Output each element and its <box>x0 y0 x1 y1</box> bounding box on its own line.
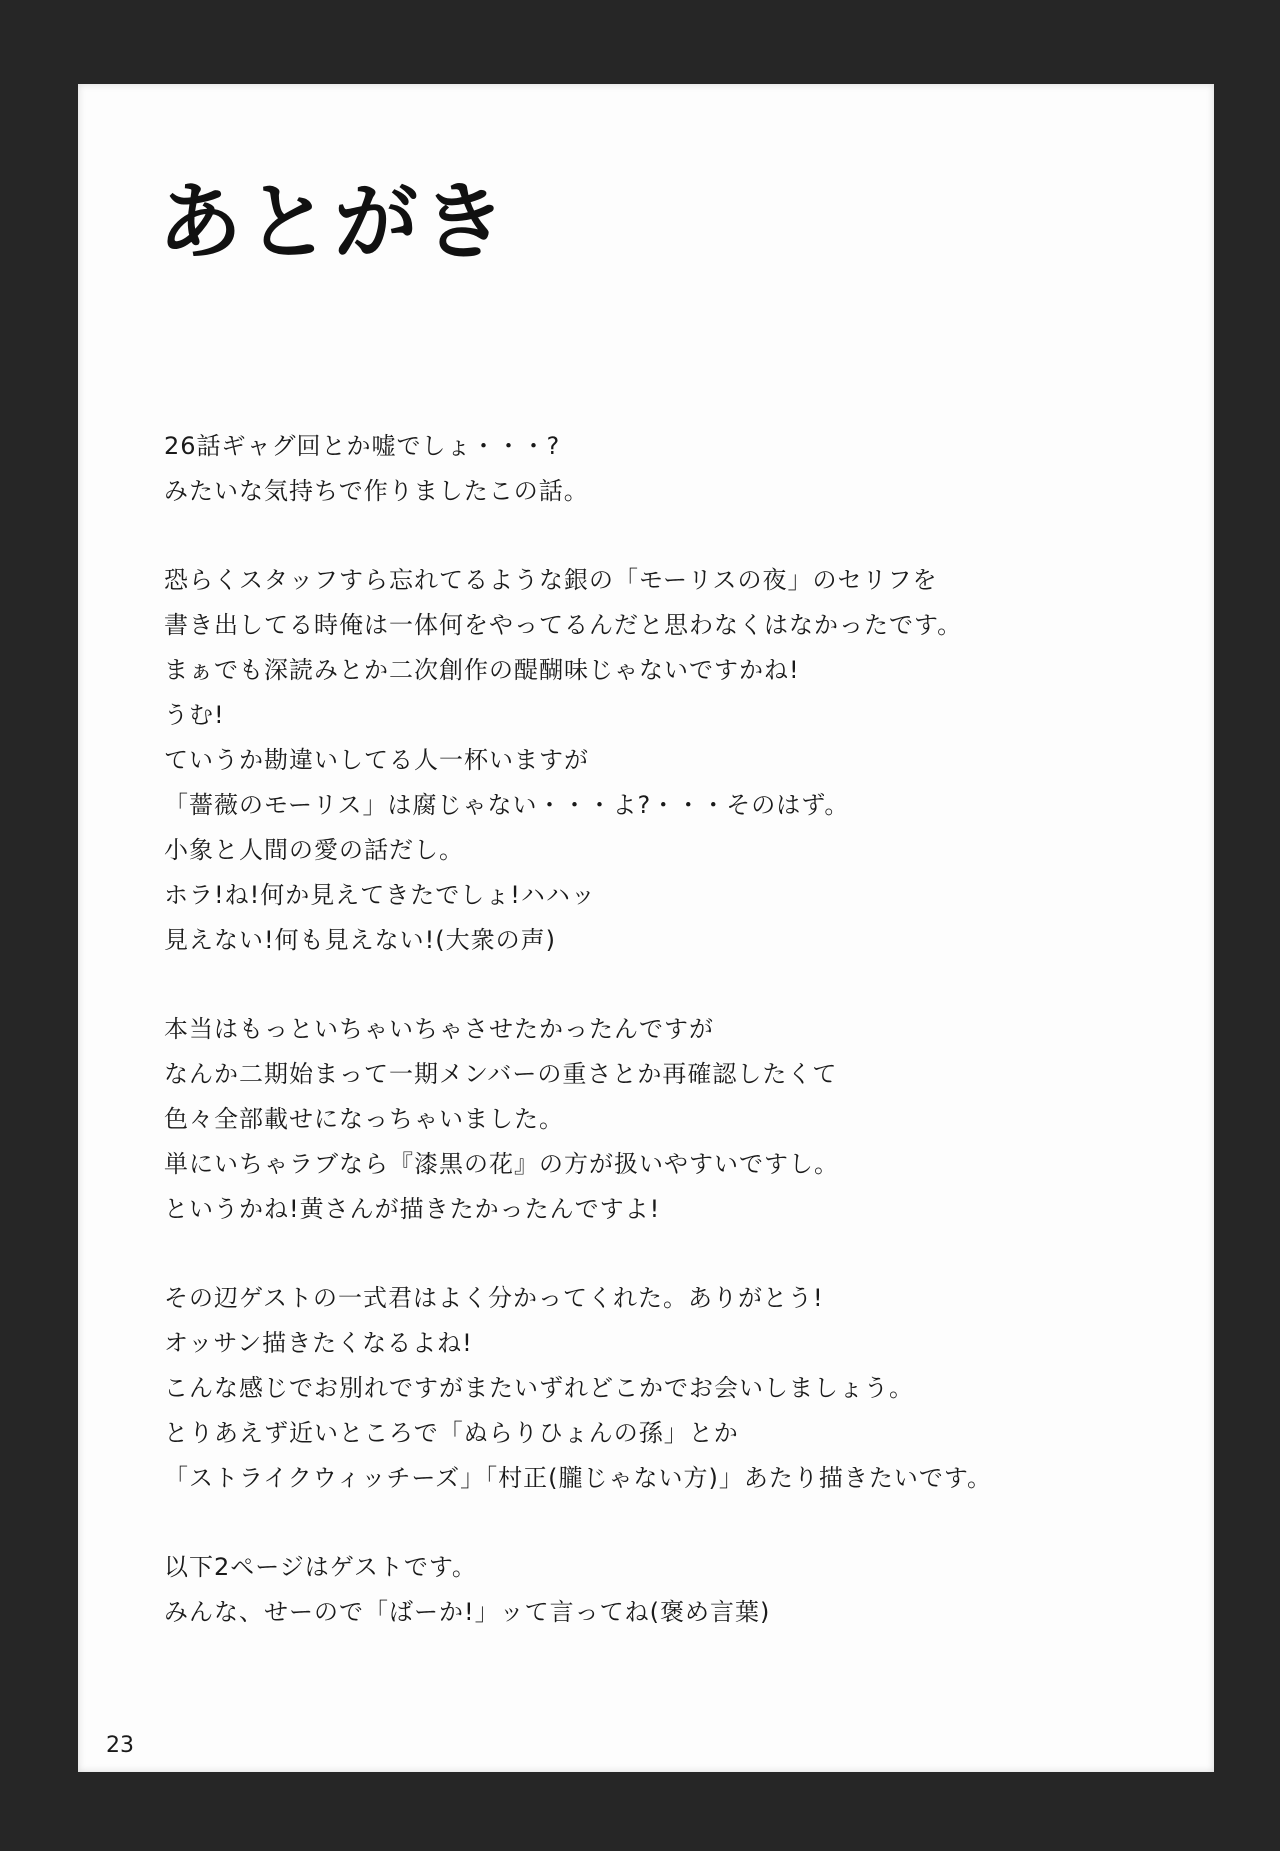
text-line: 恐らくスタッフすら忘れてるような銀の「モーリスの夜」のセリフを <box>164 566 938 594</box>
text-line: ホラ!ね!何か見えてきたでしょ!ハハッ <box>164 881 596 909</box>
text-line: 「ストライクウィッチーズ」「村正(朧じゃない方)」あたり描きたいです。 <box>164 1464 992 1492</box>
text-line: 本当はもっといちゃいちゃさせたかったんですが <box>164 1015 714 1043</box>
text-line: 単にいちゃラブなら『漆黒の花』の方が扱いやすいですし。 <box>164 1150 839 1178</box>
afterword-body <box>164 424 1164 1679</box>
text-line: 色々全部載せになっちゃいました。 <box>164 1105 564 1133</box>
text-line: 以下2ページはゲストです。 <box>164 1553 477 1581</box>
text-line: ていうか勘違いしてる人一杯いますが <box>164 746 589 774</box>
paragraph-4 <box>164 1276 1164 1501</box>
text-line: 書き出してる時俺は一体何をやってるんだと思わなくはなかったです。 <box>164 611 963 639</box>
text-line: 26話ギャグ回とか嘘でしょ・・・? <box>164 432 561 460</box>
text-line: みんな、せーので「ばーか!」ッて言ってね(褒め言葉) <box>164 1598 771 1626</box>
text-line: まぁでも深読みとか二次創作の醍醐味じゃないですかね! <box>164 656 800 684</box>
page-title: あとがき <box>158 173 511 271</box>
text-line: とりあえず近いところで「ぬらりひょんの孫」とか <box>164 1419 739 1447</box>
text-line: というかね!黄さんが描きたかったんですよ! <box>164 1195 661 1223</box>
text-line: 見えない!何も見えない!(大衆の声) <box>164 926 556 954</box>
page-sheet <box>78 84 1214 1772</box>
text-line: オッサン描きたくなるよね! <box>164 1329 473 1357</box>
page-number: 23 <box>106 1733 134 1758</box>
paragraph-3 <box>164 1007 1164 1232</box>
text-line: みたいな気持ちで作りましたこの話。 <box>164 477 589 505</box>
text-line: 小象と人間の愛の話だし。 <box>164 836 464 864</box>
text-line: なんか二期始まって一期メンバーの重さとか再確認したくて <box>164 1060 838 1088</box>
text-line: うむ! <box>164 701 225 729</box>
text-line: その辺ゲストの一式君はよく分かってくれた。ありがとう! <box>164 1284 824 1312</box>
paragraph-2 <box>164 558 1164 963</box>
paragraph-5 <box>164 1545 1164 1635</box>
text-line: 「薔薇のモーリス」は腐じゃない・・・よ?・・・そのはず。 <box>164 791 850 819</box>
text-line: こんな感じでお別れですがまたいずれどこかでお会いしましょう。 <box>164 1374 914 1402</box>
paragraph-1 <box>164 424 1164 514</box>
